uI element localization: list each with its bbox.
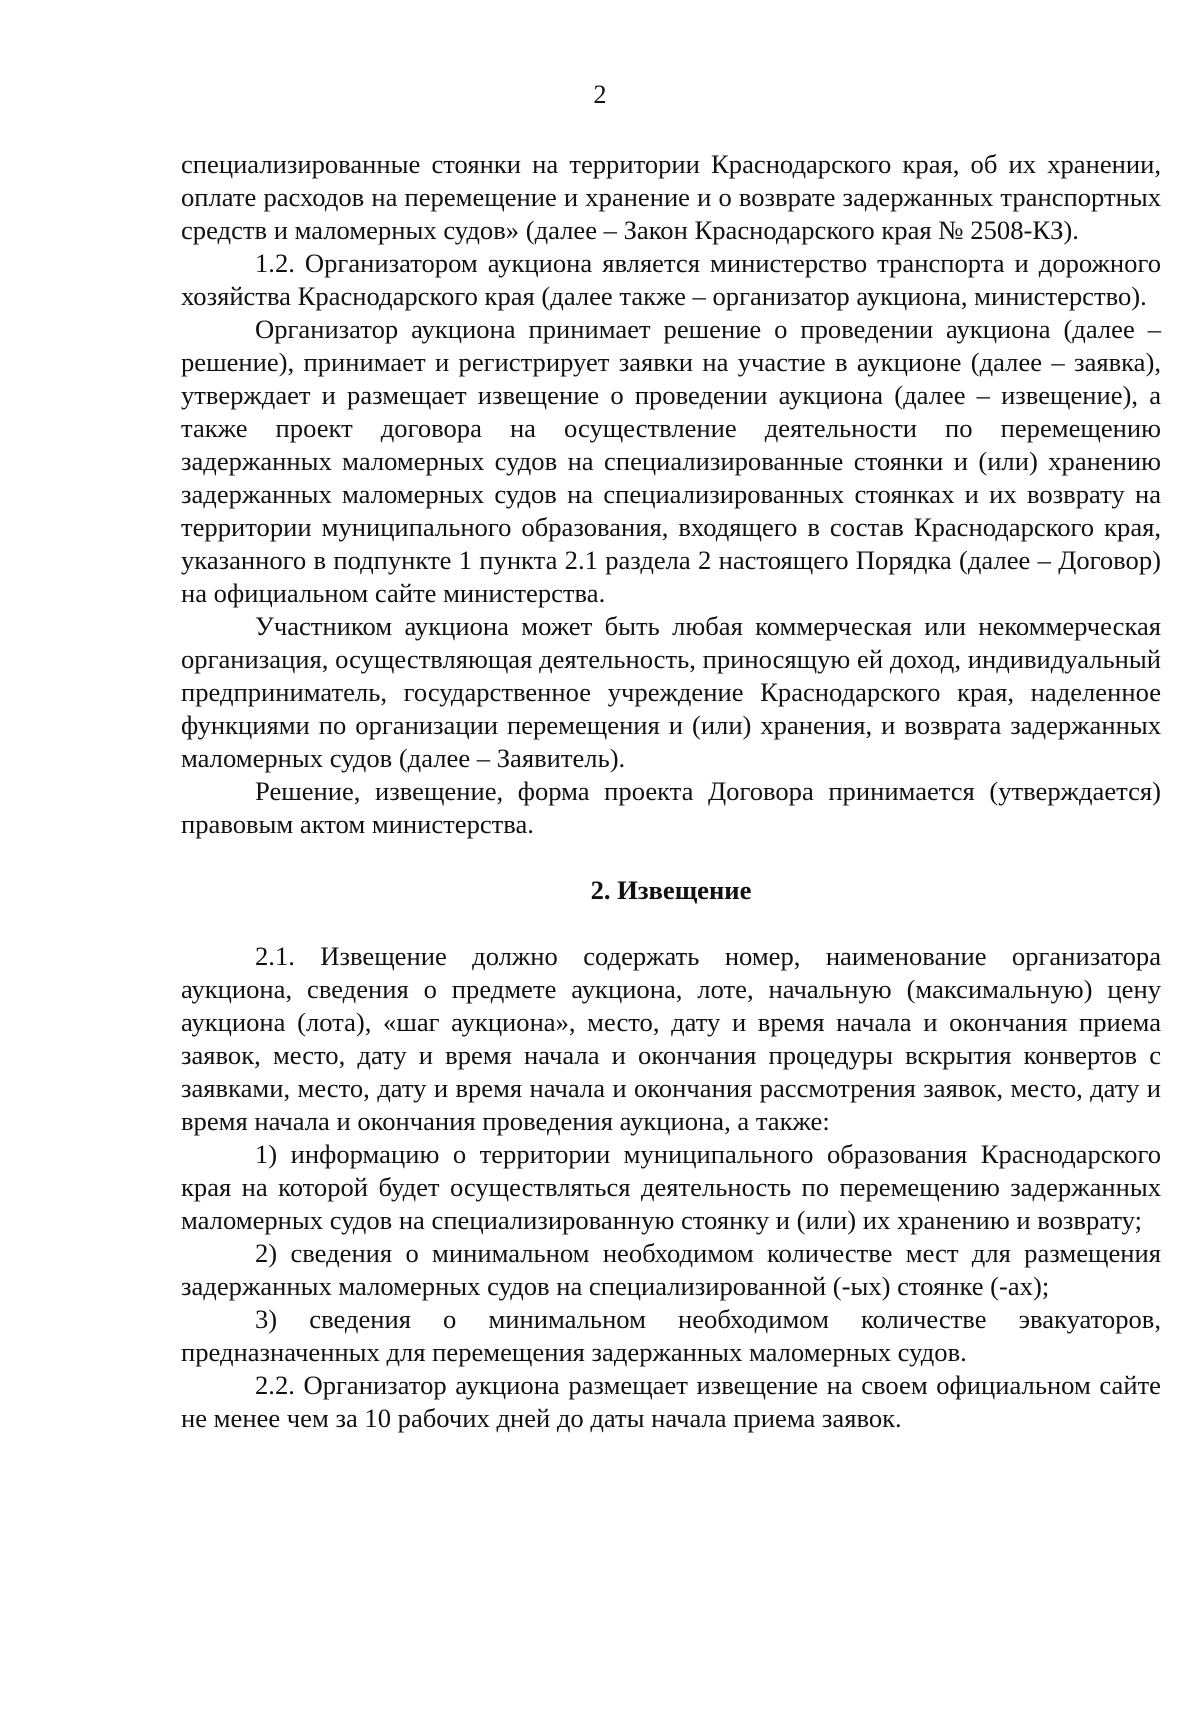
paragraph-2-1-notice-contents: 2.1. Извещение должно содержать номер, наименование организатора аукциона, сведения о предмете аукциона, лоте, начальную (максимальную) цену аукциона (лота), «шаг аукциона», место, дату и время начала и окончания приема заявок, место, дату и время начала и окончания процедуры вскрытия конвертов с заявками, место, дату и время начала и окончания рассмотрения заявок, место, дату и время начала и окончания проведения аукциона, а также: [181, 941, 1161, 1136]
paragraph-legal-act: Решение, извещение, форма проекта Договора принимается (утверждается) правовым актом министерства. [181, 776, 1161, 839]
paragraph-organizer-duties: Организатор аукциона принимает решение о проведении аукциона (далее – решение), принимает и регистрирует заявки на участие в аукционе (далее – заявка), утверждает и размещает извещение о проведении аукциона (далее – извещение), а также проект договора на осуществление деятельности по перемещению задержанных маломерных судов на специализированные стоянки и (или) хранению задержанных маломерных судов на специализированных стоянках и их возврату на территории муниципального образования, входящего в состав Краснодарского края, указанного в подпункте 1 пункта 2.1 раздела 2 настоящего Порядка (далее – Договор) на официальном сайте министерства. [181, 314, 1161, 608]
paragraph-2-2-publication-deadline: 2.2. Организатор аукциона размещает извещение на своем официальном сайте не менее чем за 10 рабочих дней до даты начала приема заявок. [181, 1370, 1161, 1433]
paragraph-law-reference-continuation: специализированные стоянки на территории Краснодарского края, об их хранении, оплате расходов на перемещение и хранение и о возврате задержанных транспортных средств и маломерных судов» (далее – Закон Краснодарского края № 2508-КЗ). [181, 149, 1161, 245]
section-heading-notice: 2. Извещение [590, 875, 752, 905]
page-number: 2 [593, 80, 607, 109]
list-item-2-parking-places: 2) сведения о минимальном необходимом количестве мест для размещения задержанных маломерных судов на специализированной (-ых) стоянке (-ах); [181, 1238, 1161, 1301]
list-item-3-tow-trucks: 3) сведения о минимальном необходимом количестве эвакуаторов, предназначенных для перемещения задержанных маломерных судов. [181, 1304, 1161, 1367]
document-body [181, 148, 1161, 1435]
paragraph-participants: Участником аукциона может быть любая коммерческая или некоммерческая организация, осуществляющая деятельность, приносящую ей доход, индивидуальный предприниматель, государственное учреждение Краснодарского края, наделенное функциями по организации перемещения и (или) хранения, и возврата задержанных маломерных судов (далее – Заявитель). [181, 611, 1161, 773]
paragraph-1-2-organizer: 1.2. Организатором аукциона является министерство транспорта и дорожного хозяйства Краснодарского края (далее также – организатор аукциона, министерство). [181, 248, 1161, 311]
list-item-1-territory: 1) информацию о территории муниципального образования Краснодарского края на которой будет осуществляться деятельность по перемещению задержанных маломерных судов на специализированную стоянку и (или) их хранению и возврату; [181, 1139, 1161, 1235]
